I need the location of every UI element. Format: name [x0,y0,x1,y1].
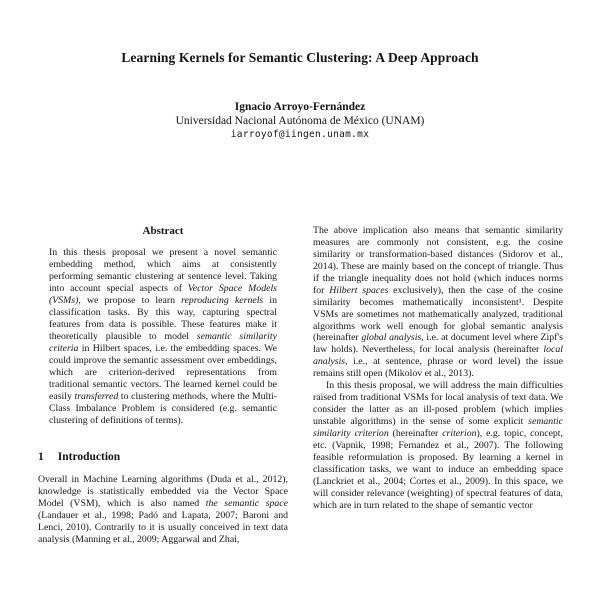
author-block [0,100,600,141]
paper-title: Learning Kernels for Semantic Clustering: A Deep Approach [121,50,479,65]
author-name: Ignacio Arroyo-Fernández [234,101,366,113]
two-column-body [38,225,563,546]
abstract-text: In this thesis proposal we present a novel semantic embedding method, which aims at consistently performing semantic clustering at sentence level. Taking into account special aspects of Vector Space Models (VSMs), we propose to learn reproducing kernels in classification tasks. By this way, capturing spectral features from data is possible. These features make it theoretically plausible to model semantic similarity criteria in Hilbert spaces, i.e. the embedding spaces. We could improve the semantic assessment over embeddings, which are criterion-derived representations from traditional semantic vectors. The learned kernel could be easily transferred to clustering methods, where the Multi-Class Imbalance Problem is considered (e.g. semantic clustering of definitions of terms). [49,247,277,426]
right-column [313,225,563,546]
section-title: Introduction [57,451,121,464]
introduction-paragraph: Overall in Machine Learning algorithms (Duda et al., 2012), knowledge is statistically embedded via the Vector Space Model (VSM), which is also named the semantic space (Landauer et al., 1998; Padó and Lapata, 2007; Baroni and Lenci, 2010). Contrarily to it is usually conceived in text data analysis (Manning et al., 2009; Aggarwal and Zhai, [38,474,289,546]
section-number: 1 [38,451,44,464]
left-column [38,225,288,546]
right-column-paragraph-2: In this thesis proposal, we will address the main difficulties raised from traditional VSMs for local analysis of text data. We consider the latter as an ill-posed problem (which implies unstable algorithms) in the sense of some explicit semantic similarity criterion (hereinafter criterion), e.g. topic, concept, etc. (Vapnik, 1998; Fernandez et al., 2007). The following feasible reformulation is proposed. By learning a kernel in classification tasks, we want to induce an embedding space (Lanckriet et al., 2004; Cortes et al., 2009). In this space, we will consider relevance (weighting) of spectral features of data, which are in turn related to the shape of semantic vector [313,380,563,511]
abstract-heading: Abstract [142,225,184,237]
section-heading-introduction [38,450,288,464]
author-affiliation: Universidad Nacional Autónoma de México (UNAM) [175,115,425,127]
right-column-paragraph-1: The above implication also means that semantic similarity measures are commonly not consistent, e.g. the cosine similarity or transformation-based distances (Sidorov et al., 2014). These are mainly based on the concept of triangle. Thus if the triangle inequality does not hold (which induces norms for Hilbert spaces exclusively), then the case of the cosine similarity becomes mathematically inconsistent¹. Despite VSMs are sometimes not mathematically analyzed, traditional algorithms work well enough for global semantic analysis (hereinafter global analysis, i.e. at document level where Zipf's law holds). Nevertheless, for local analysis (hereinafter local analysis, i.e., at sentence, phrase or word level) the issue remains still open (Mikolov et al., 2013). [313,225,564,380]
author-email: iarroyof@iingen.unam.mx [230,129,370,140]
